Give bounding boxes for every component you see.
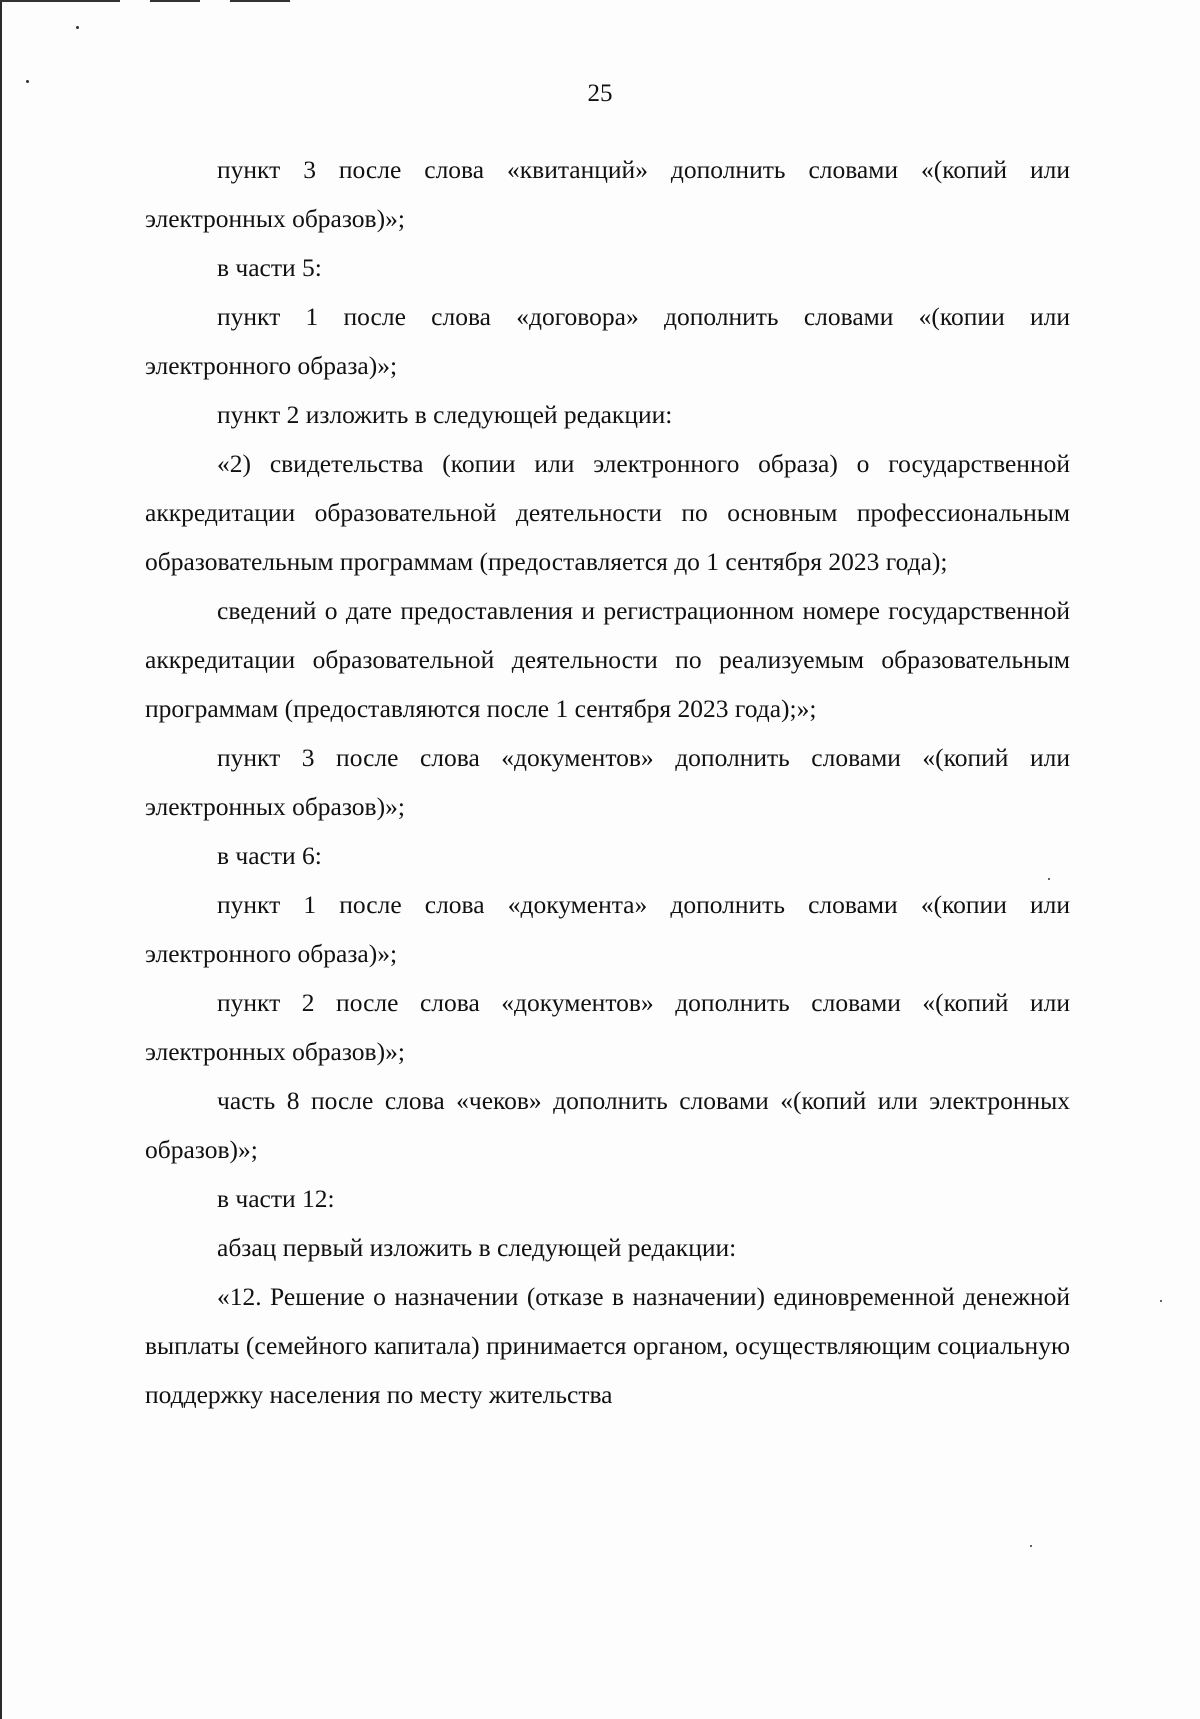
scan-edge-left xyxy=(0,0,2,1719)
paragraph: пункт 2 изложить в следующей редакции: xyxy=(217,400,673,429)
paragraph: в части 6: xyxy=(217,841,322,870)
paragraph: абзац первый изложить в следующей редакции: xyxy=(217,1233,737,1262)
paragraph: пункт 3 после слова «квитанций» дополнить словами «(копий или электронных образов)»; xyxy=(145,155,1070,233)
paragraph: в части 5: xyxy=(217,253,322,282)
scan-speck xyxy=(1160,1300,1162,1302)
paragraph: сведений о дате предоставления и регистрационном номере государственной аккредитации образовательной деятельности по реализуемым образовательным программам (предоставляются после 1 сентября 2023 года);»; xyxy=(145,596,1070,723)
paragraph: «12. Решение о назначении (отказе в назначении) единовременной денежной выплаты (семейного капитала) принимается органом, осуществляющим социальную поддержку населения по месту жительства xyxy=(145,1282,1070,1409)
document-body xyxy=(145,145,1070,1419)
paragraph: пункт 1 после слова «договора» дополнить словами «(копии или электронного образа)»; xyxy=(145,302,1070,380)
scan-edge-top xyxy=(0,0,380,2)
paragraph: пункт 3 после слова «документов» дополнить словами «(копий или электронных образов)»; xyxy=(145,743,1070,821)
paragraph: пункт 2 после слова «документов» дополнить словами «(копий или электронных образов)»; xyxy=(145,988,1070,1066)
page-number: 25 xyxy=(587,80,613,107)
paragraph: пункт 1 после слова «документа» дополнить словами «(копии или электронного образа)»; xyxy=(145,890,1070,968)
scan-speck xyxy=(76,26,79,29)
scan-speck xyxy=(1030,1545,1032,1547)
paragraph: «2) свидетельства (копии или электронного образа) о государственной аккредитации образовательной деятельности по основным профессиональным образовательным программам (предоставляется до 1 сентября 2023 года); xyxy=(145,449,1070,576)
paragraph: в части 12: xyxy=(217,1184,335,1213)
paragraph: часть 8 после слова «чеков» дополнить словами «(копий или электронных образов)»; xyxy=(145,1086,1070,1164)
